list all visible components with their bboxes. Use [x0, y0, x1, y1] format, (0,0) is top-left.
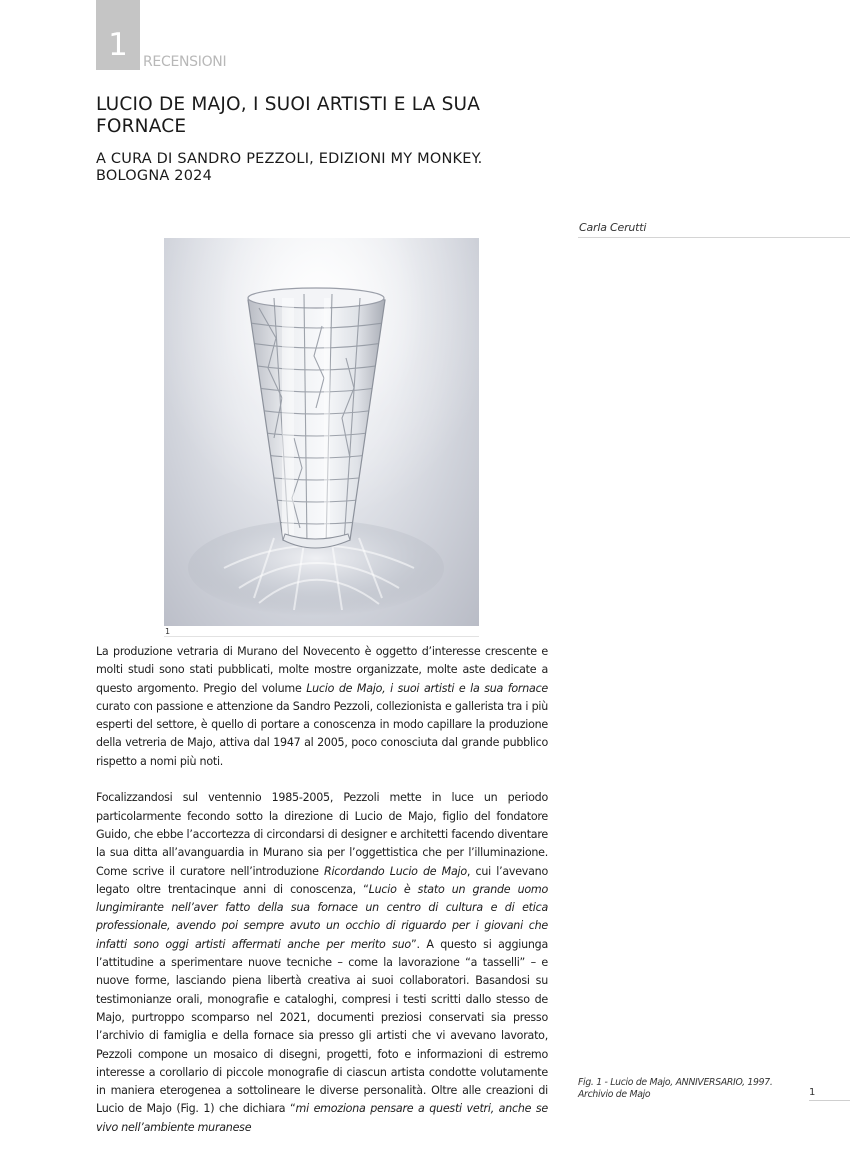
- subtitle-line-2: BOLOGNA 2024: [96, 168, 212, 184]
- author-name: Carla Cerutti: [579, 221, 647, 234]
- figure-number: 1: [165, 627, 171, 636]
- section-label: RECENSIONI: [143, 54, 227, 70]
- page-number: 1: [809, 1087, 816, 1098]
- book-title: Lucio de Majo, i suoi artisti e la sua fornace: [306, 681, 548, 695]
- page-number-rule: [809, 1100, 850, 1101]
- quote-de-majo: Lucio è stato un grande uomo lungimirante nell’aver fatto della sua fornace un centro di cultura e di etica professionale, avendo poi sempre avuto un occhio di riguardo per i giovani che infatti sono oggi artisti affermati anche per merito suo: [96, 882, 548, 951]
- subtitle-line-1: A CURA DI SANDRO PEZZOLI, EDIZIONI MY MONKEY.: [96, 151, 483, 167]
- figure-rule: [164, 636, 479, 637]
- article-title: LUCIO DE MAJO, I SUOI ARTISTI E LA SUA FORNACE: [96, 94, 481, 137]
- intro-title: Ricordando Lucio de Majo: [324, 864, 467, 878]
- article-body: [96, 643, 548, 1137]
- article-subtitle: [96, 151, 526, 185]
- figure-caption: [578, 1077, 798, 1101]
- paragraph-2: Focalizzandosi sul ventennio 1985-2005, Pezzoli mette in luce un periodo particolarmente fecondo sotto la direzione di Lucio de Majo, figlio del fondatore Guido, che ebbe l’accortezza di circondarsi di designer e architetti facendo diventare la sua ditta all’avanguardia in Murano sia per l’oggettistica che per l’illuminazione. Come scrive il curatore nell’introduzione Ricordando Lucio de Majo, cui l’avevano legato oltre trentacinque anni di conoscenza, “Lucio è stato un grande uomo lungimirante nell’aver fatto della sua fornace un centro di cultura e di etica professionale, avendo poi sempre avuto un occhio di riguardo per i giovani che infatti sono oggi artisti affermati anche per merito suo”. A questo si aggiunga l’attitudine a sperimentare nuove tecniche – come la lavorazione “a tasselli” – e nuove forme, lasciando piena libertà creativa ai suoi collaboratori. Basandosi su testimonianze orali, monografie e cataloghi, compresi i testi scritti dallo stesso de Majo, purtroppo scomparso nel 2021, documenti preziosi conservati sia presso l’archivio di famiglia e della fornace sia presso gli artisti che vi avevano lavorato, Pezzoli compone un mosaico di disegni, progetti, foto e informazioni di estremo interesse a corollario di piccole monografie di ciascun artista condotte volutamente in maniera eterogenea a sottolineare le diverse personalità. Oltre alle creazioni di Lucio de Majo (Fig. 1) che dichiara “mi emoziona pensare a questi vetri, anche se vivo nell’ambiente muranese: [96, 791, 548, 1134]
- section-number: 1: [108, 27, 128, 63]
- caption-line-1: Fig. 1 - Lucio de Majo, ANNIVERSARIO, 1997.: [578, 1077, 773, 1088]
- paragraph-1: La produzione vetraria di Murano del Novecento è oggetto d’interesse crescente e molti studi sono stati pubblicati, molte mostre organizzate, molte aste dedicate a questo argomento. Pregio del volume Lucio de Majo, i suoi artisti e la sua fornace curato con passione e attenzione da Sandro Pezzoli, collezionista e gallerista tra i più esperti del settore, è quello di portare a conoscenza in modo capillare la produzione della vetreria de Majo, attiva dal 1947 al 2005, poco conosciuta dal grande pubblico rispetto a nomi più noti.: [96, 645, 548, 768]
- caption-line-2: Archivio de Majo: [578, 1089, 651, 1100]
- figure-image-vase: [164, 238, 479, 626]
- author-rule: [578, 237, 850, 238]
- section-tab: [96, 0, 140, 70]
- quote-emoziona: mi emoziona pensare a questi vetri, anche se vivo nell’ambiente muranese: [96, 1102, 548, 1134]
